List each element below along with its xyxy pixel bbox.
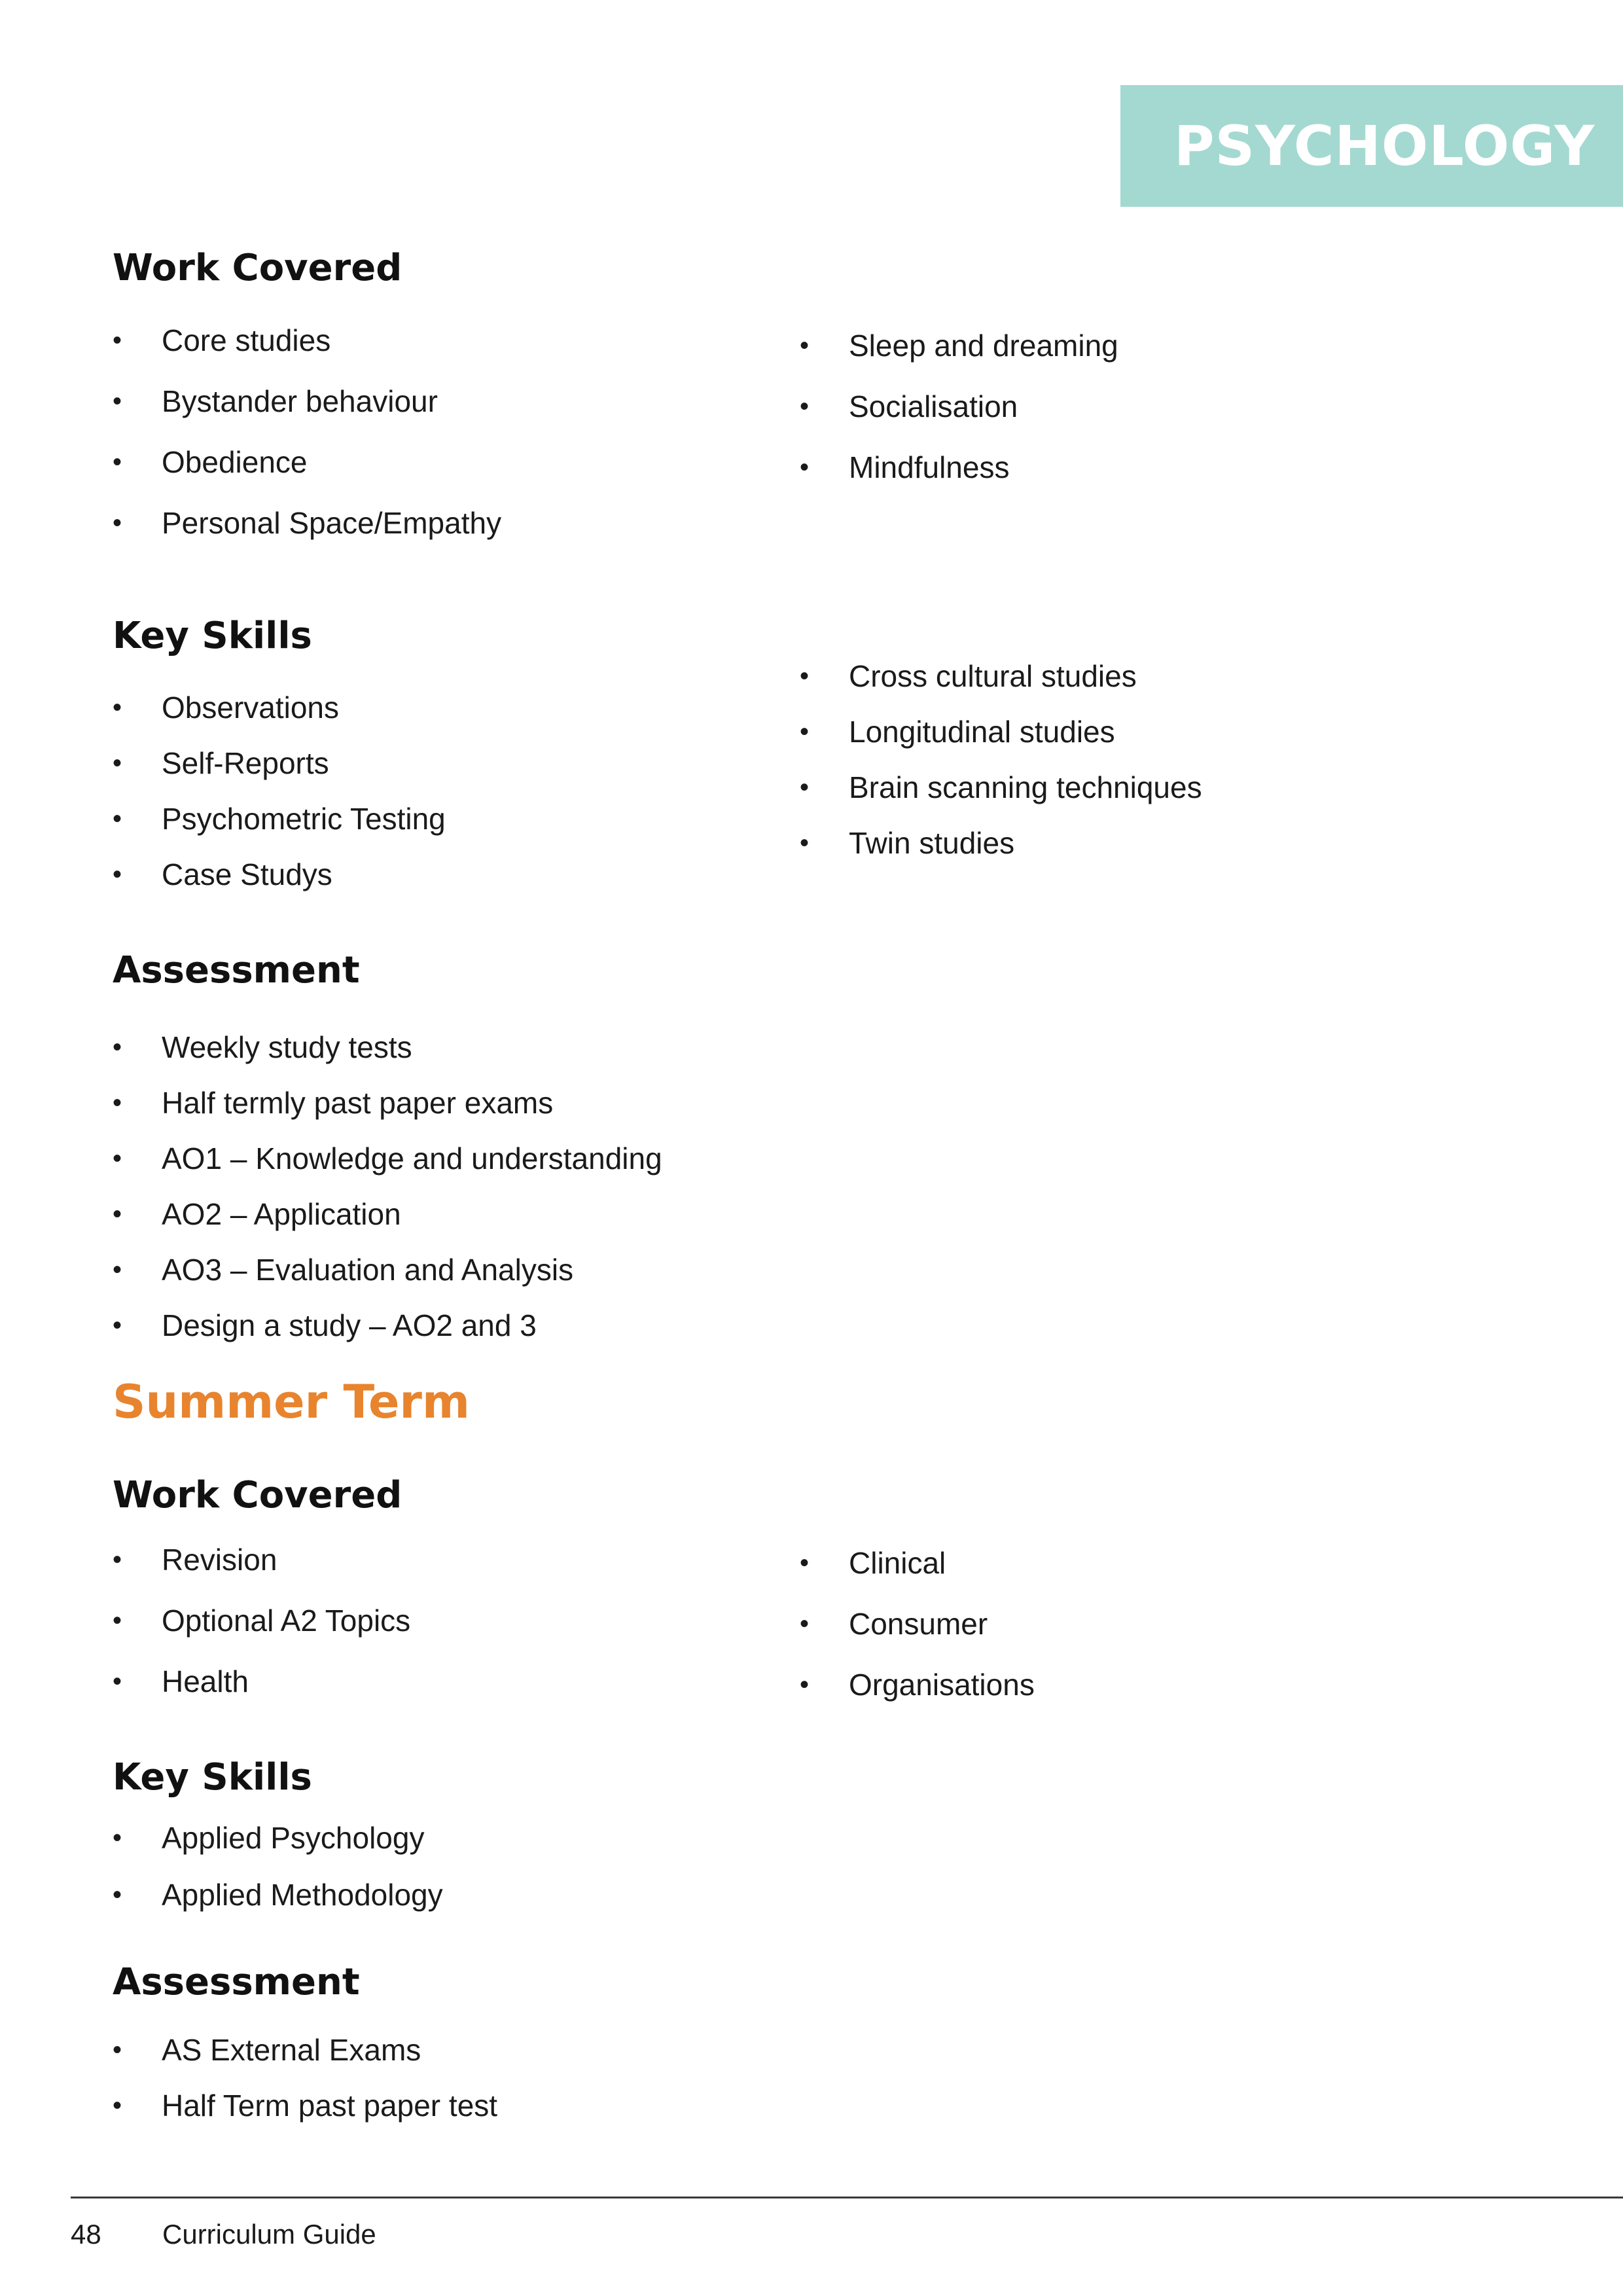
list-item: • Cross cultural studies — [800, 656, 1202, 696]
list-item: • AO2 – Application — [113, 1194, 662, 1234]
list-item: • Brain scanning techniques — [800, 768, 1202, 807]
list-item: • AO1 – Knowledge and understanding — [113, 1139, 662, 1178]
list-item: • Design a study – AO2 and 3 — [113, 1306, 662, 1345]
list-item: • Psychometric Testing — [113, 799, 446, 838]
footer-guide-title: Curriculum Guide — [162, 2219, 376, 2250]
summer-work-covered-list-left — [113, 1540, 410, 1701]
summer-term-title: Summer Term — [113, 1375, 470, 1429]
footer-divider — [71, 2197, 1623, 2198]
list-item: • Consumer — [800, 1604, 1035, 1643]
list-item: • Personal Space/Empathy — [113, 503, 501, 543]
list-item: • AO3 – Evaluation and Analysis — [113, 1250, 662, 1289]
list-item: • Bystander behaviour — [113, 382, 501, 421]
summer-assessment-heading: Assessment — [113, 1961, 360, 2003]
subject-banner: PSYCHOLOGY — [1120, 85, 1623, 207]
list-item: • Socialisation — [800, 387, 1118, 426]
list-item: • Half termly past paper exams — [113, 1083, 662, 1122]
list-item: • Twin studies — [800, 823, 1202, 863]
list-item: • Applied Psychology — [113, 1818, 443, 1857]
list-item: • Case Studys — [113, 855, 446, 894]
list-item: • Longitudinal studies — [800, 712, 1202, 751]
summer-work-covered-heading: Work Covered — [113, 1474, 402, 1516]
list-item: • Obedience — [113, 442, 501, 482]
list-item: • Clinical — [800, 1543, 1035, 1583]
key-skills-list-right — [800, 656, 1202, 863]
list-item: • Health — [113, 1662, 410, 1701]
assessment-heading: Assessment — [113, 949, 360, 992]
key-skills-heading: Key Skills — [113, 615, 312, 657]
key-skills-list-left — [113, 688, 446, 894]
work-covered-heading: Work Covered — [113, 247, 402, 289]
list-item: • Core studies — [113, 321, 501, 360]
list-item: • Organisations — [800, 1665, 1035, 1704]
list-item: • Weekly study tests — [113, 1028, 662, 1067]
list-item: • Half Term past paper test — [113, 2086, 497, 2125]
summer-assessment-list — [113, 2030, 497, 2125]
page-number: 48 — [71, 2219, 101, 2250]
summer-work-covered-list-right — [800, 1543, 1035, 1704]
assessment-list — [113, 1028, 662, 1345]
list-item: • Mindfulness — [800, 448, 1118, 487]
work-covered-list-left — [113, 321, 501, 543]
work-covered-list-right — [800, 326, 1118, 487]
list-item: • Sleep and dreaming — [800, 326, 1118, 365]
list-item: • Applied Methodology — [113, 1875, 443, 1914]
list-item: • Observations — [113, 688, 446, 727]
list-item: • AS External Exams — [113, 2030, 497, 2070]
summer-key-skills-heading: Key Skills — [113, 1756, 312, 1799]
list-item: • Revision — [113, 1540, 410, 1579]
list-item: • Optional A2 Topics — [113, 1601, 410, 1640]
summer-key-skills-list — [113, 1818, 443, 1914]
list-item: • Self-Reports — [113, 744, 446, 783]
